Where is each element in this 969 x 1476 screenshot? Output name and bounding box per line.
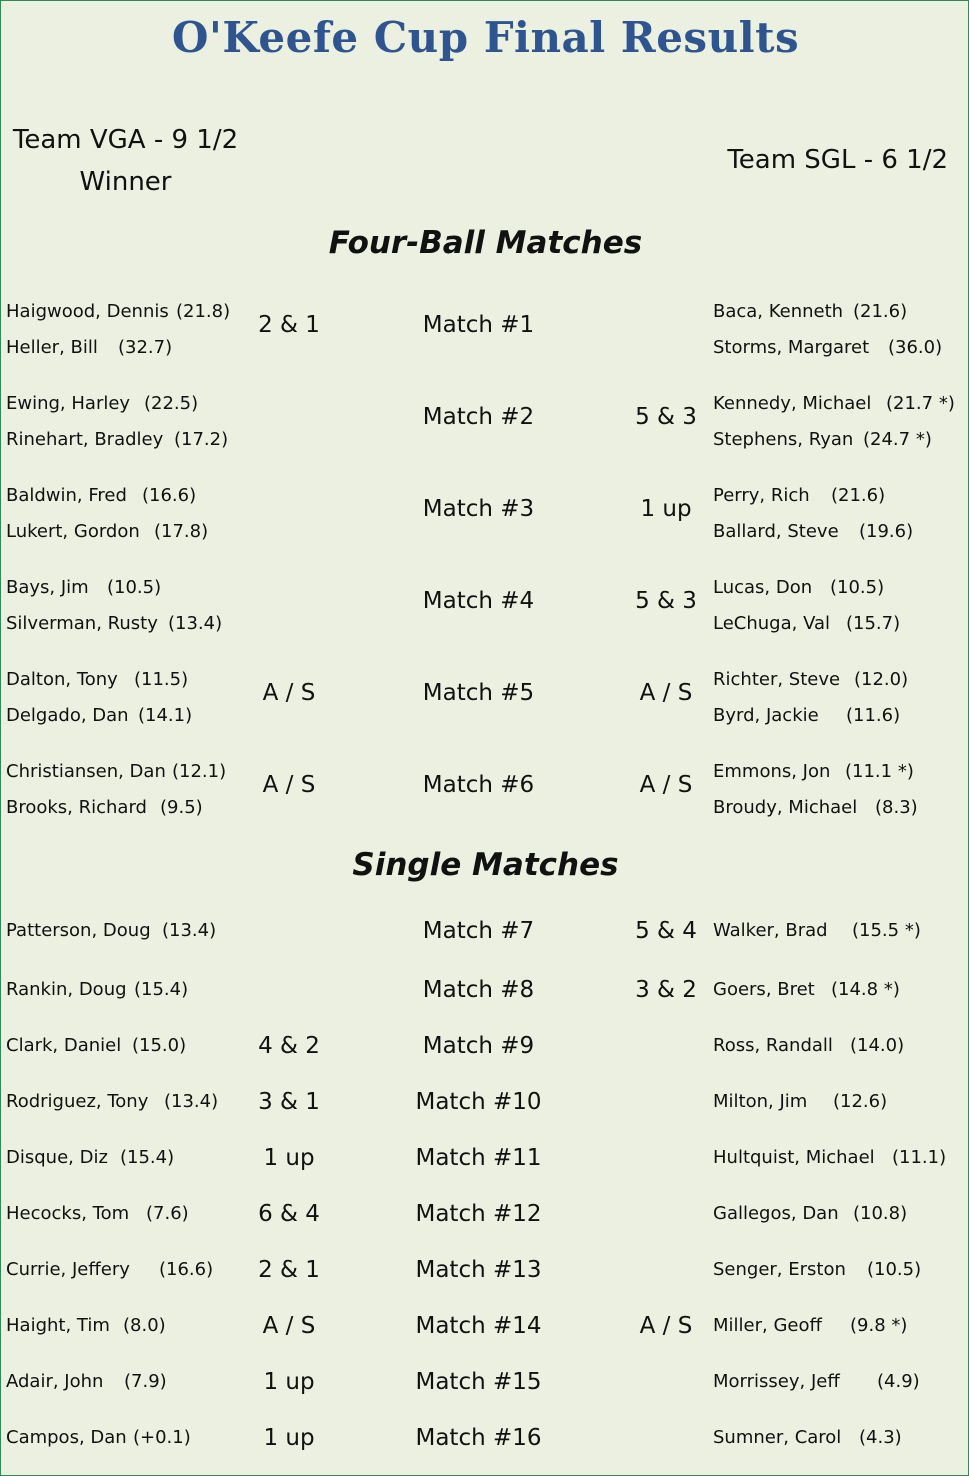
left-player: Patterson, Doug (13.4) <box>6 920 217 941</box>
right-player: Goers, Bret (14.8 *) <box>713 979 900 1000</box>
match-label: Match #2 <box>422 404 535 430</box>
right-player: LeChuga, Val (15.7) <box>713 613 901 634</box>
match-label: Match #16 <box>415 1425 542 1451</box>
left-result: A / S <box>262 1313 316 1339</box>
match-label: Match #4 <box>422 588 535 614</box>
right-result: 5 & 3 <box>635 404 697 430</box>
left-player: Clark, Daniel (15.0) <box>6 1035 187 1056</box>
left-player: Delgado, Dan (14.1) <box>6 705 193 726</box>
right-player: Richter, Steve (12.0) <box>713 669 909 690</box>
right-result: A / S <box>639 772 693 798</box>
right-result: A / S <box>639 680 693 706</box>
left-player: Christiansen, Dan (12.1) <box>6 761 227 782</box>
left-player: Haigwood, Dennis (21.8) <box>6 301 231 322</box>
match-label: Match #8 <box>422 977 535 1003</box>
match-label: Match #9 <box>422 1033 535 1059</box>
match-label: Match #6 <box>422 772 535 798</box>
right-player: Stephens, Ryan (24.7 *) <box>713 429 932 450</box>
left-player: Bays, Jim (10.5) <box>6 577 162 598</box>
left-player: Adair, John (7.9) <box>6 1371 167 1392</box>
left-player: Heller, Bill (32.7) <box>6 337 173 358</box>
match-label: Match #13 <box>415 1257 542 1283</box>
team-vga-block <box>8 119 243 203</box>
right-player: Milton, Jim (12.6) <box>713 1091 888 1112</box>
left-result: A / S <box>262 680 316 706</box>
match-label: Match #7 <box>422 918 535 944</box>
right-result: 5 & 3 <box>635 588 697 614</box>
fourball-heading: Four-Ball Matches <box>328 225 643 261</box>
right-result: A / S <box>639 1313 693 1339</box>
left-result: 1 up <box>263 1425 315 1451</box>
left-player: Currie, Jeffery (16.6) <box>6 1259 214 1280</box>
right-player: Baca, Kenneth (21.6) <box>713 301 908 322</box>
left-player: Silverman, Rusty (13.4) <box>6 613 223 634</box>
left-player: Dalton, Tony (11.5) <box>6 669 189 690</box>
match-label: Match #3 <box>422 496 535 522</box>
left-result: 2 & 1 <box>258 312 320 338</box>
match-label: Match #1 <box>422 312 535 338</box>
right-player: Ross, Randall (14.0) <box>713 1035 905 1056</box>
right-result: 5 & 4 <box>635 918 697 944</box>
right-player: Lucas, Don (10.5) <box>713 577 885 598</box>
left-player: Lukert, Gordon (17.8) <box>6 521 209 542</box>
left-player: Disque, Diz (15.4) <box>6 1147 175 1168</box>
right-player: Byrd, Jackie (11.6) <box>713 705 901 726</box>
right-player: Senger, Erston (10.5) <box>713 1259 922 1280</box>
match-label: Match #10 <box>415 1089 542 1115</box>
right-player: Kennedy, Michael (21.7 *) <box>713 393 955 414</box>
right-player: Sumner, Carol (4.3) <box>713 1427 902 1448</box>
page-title: O'Keefe Cup Final Results <box>171 13 800 62</box>
left-player: Hecocks, Tom (7.6) <box>6 1203 189 1224</box>
left-result: 4 & 2 <box>258 1033 320 1059</box>
left-player: Rinehart, Bradley (17.2) <box>6 429 229 450</box>
winner-label: Winner <box>79 167 172 197</box>
team-sgl-block <box>727 139 948 181</box>
left-player: Baldwin, Fred (16.6) <box>6 485 197 506</box>
right-player: Gallegos, Dan (10.8) <box>713 1203 908 1224</box>
match-label: Match #15 <box>415 1369 542 1395</box>
right-result: 3 & 2 <box>635 977 697 1003</box>
right-result: 1 up <box>640 496 692 522</box>
left-player: Campos, Dan (+0.1) <box>6 1427 191 1448</box>
left-result: 2 & 1 <box>258 1257 320 1283</box>
match-label: Match #14 <box>415 1313 542 1339</box>
right-player: Walker, Brad (15.5 *) <box>713 920 921 941</box>
match-label: Match #5 <box>422 680 535 706</box>
right-player: Ballard, Steve (19.6) <box>713 521 914 542</box>
right-player: Perry, Rich (21.6) <box>713 485 886 506</box>
team-vga-score: Team VGA - 9 1/2 <box>12 125 239 155</box>
left-player: Haight, Tim (8.0) <box>6 1315 166 1336</box>
left-player: Rodriguez, Tony (13.4) <box>6 1091 219 1112</box>
match-label: Match #11 <box>415 1145 542 1171</box>
singles-heading: Single Matches <box>352 847 619 883</box>
left-result: 3 & 1 <box>258 1089 320 1115</box>
right-player: Hultquist, Michael (11.1) <box>713 1147 947 1168</box>
left-result: 1 up <box>263 1145 315 1171</box>
left-player: Ewing, Harley (22.5) <box>6 393 199 414</box>
right-player: Broudy, Michael (8.3) <box>713 797 918 818</box>
right-player: Morrissey, Jeff (4.9) <box>713 1371 920 1392</box>
right-player: Emmons, Jon (11.1 *) <box>713 761 914 782</box>
right-player: Miller, Geoff (9.8 *) <box>713 1315 908 1336</box>
match-label: Match #12 <box>415 1201 542 1227</box>
left-result: 1 up <box>263 1369 315 1395</box>
left-player: Rankin, Doug (15.4) <box>6 979 189 1000</box>
left-player: Brooks, Richard (9.5) <box>6 797 203 818</box>
left-result: 6 & 4 <box>258 1201 320 1227</box>
left-result: A / S <box>262 772 316 798</box>
team-sgl-score: Team SGL - 6 1/2 <box>727 145 948 175</box>
right-player: Storms, Margaret (36.0) <box>713 337 943 358</box>
